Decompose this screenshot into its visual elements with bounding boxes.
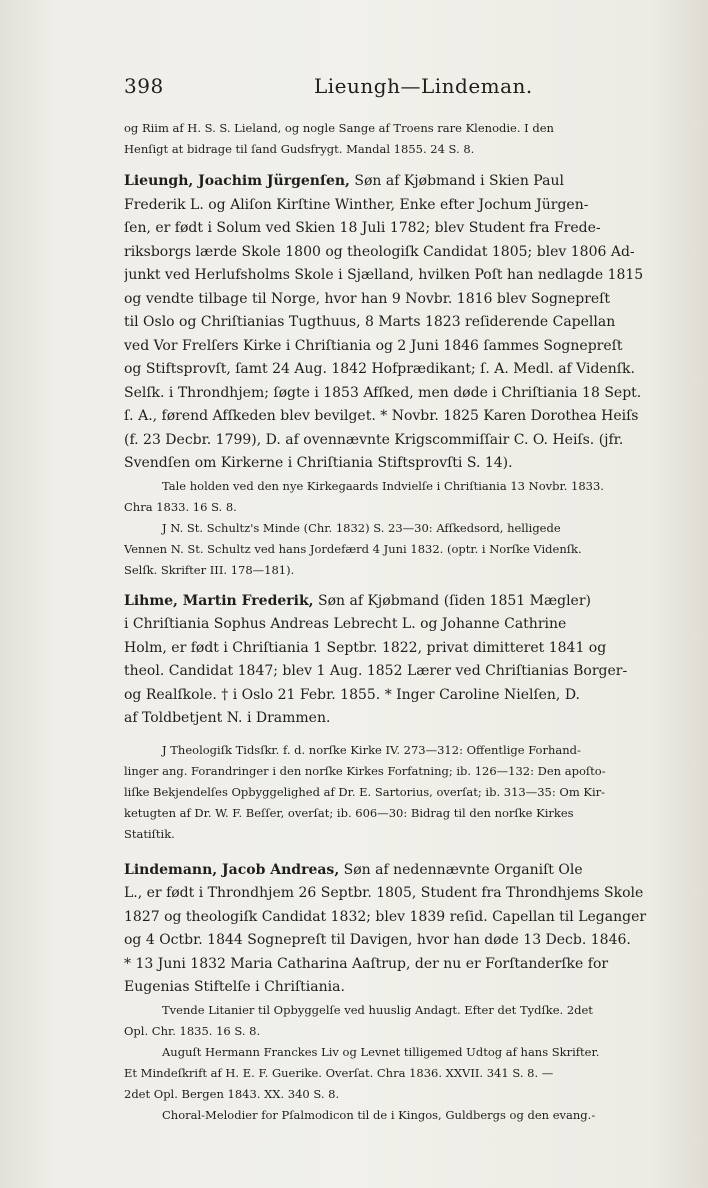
- text-line: Opl. Chr. 1835. 16 S. 8.: [124, 1023, 261, 1038]
- text-line: og Stiftsprovſt, ſamt 24 Aug. 1842 Hofprædikant; ſ. A. Medl. af Videnſk.: [124, 361, 635, 377]
- entry-lihme: [124, 590, 676, 731]
- text-line: L., er født i Throndhjem 26 Septbr. 1805, Student fra Throndhjems Skole: [124, 885, 644, 901]
- text-line: Svendſen om Kirkerne i Chriſtiania Stiftsprovſti S. 14).: [124, 455, 513, 471]
- text-line: Selſk. i Throndhjem; ſøgte i 1853 Afſked, men døde i Chriſtiania 18 Sept.: [124, 384, 642, 401]
- text-line: Søn af nedennævnte Organiſt Ole: [339, 861, 583, 878]
- text-line: J N. St. Schultz's Minde (Chr. 1832) S. 23—30: Afſkedsord, helligede: [162, 520, 561, 535]
- text-line: Eugenias Stiftelſe i Chriſtiania.: [124, 979, 345, 995]
- text-line: ſen, er født i Solum ved Skien 18 Juli 1782; blev Student fra Frede-: [124, 220, 601, 236]
- text-line: 1827 og theologiſk Candidat 1832; blev 1839 reſid. Capellan til Leganger: [124, 908, 647, 925]
- text-line: Choral-Melodier for Pſalmodicon til de i Kingos, Guldbergs og den evang.-: [162, 1107, 596, 1122]
- text-line: og Riim af H. S. S. Lieland, og nogle Sange af Troens rare Klenodie. I den: [124, 121, 554, 135]
- running-title: Lieungh—Lindeman.: [314, 74, 533, 98]
- text-line: Holm, er født i Chriſtiania 1 Septbr. 1822, privat dimitteret 1841 og: [124, 639, 607, 656]
- page-number: 398: [124, 74, 164, 98]
- text-line: liſke Bekjendelſes Opbyggelighed af Dr. E. Sartorius, overſat; ib. 313—35: Om Kir-: [124, 784, 606, 799]
- text-line: ved Vor Frelſers Kirke i Chriſtiania og 2 Juni 1846 ſammes Sognepreſt: [124, 337, 623, 354]
- text-line: Tale holden ved den nye Kirkegaards Indvielſe i Chriſtiania 13 Novbr. 1833.: [162, 478, 604, 493]
- text-line: Søn af Kjøbmand (ſiden 1851 Mægler): [313, 592, 591, 609]
- entry-headword: Lindemann, Jacob Andreas,: [124, 861, 340, 878]
- intro-note: [124, 118, 676, 160]
- text-line: af Toldbetjent N. i Drammen.: [124, 710, 331, 726]
- text-line: Auguſt Hermann Franckes Liv og Levnet tilligemed Udtog af hans Skrifter.: [162, 1044, 600, 1059]
- page-body: [124, 118, 676, 1126]
- text-line: Tvende Litanier til Opbyggelſe ved huuslig Andagt. Efter det Tydſke. 2det: [162, 1002, 593, 1017]
- text-line: ketugten af Dr. W. F. Beſſer, overſat; ib. 606—30: Bidrag til den norſke Kirkes: [124, 805, 574, 820]
- text-line: Søn af Kjøbmand i Skien Paul: [349, 173, 564, 189]
- works-lieungh-2: [124, 518, 676, 581]
- text-line: og vendte tilbage til Norge, hvor han 9 Novbr. 1816 blev Sognepreſt: [124, 290, 610, 307]
- text-line: Henſigt at bidrage til ſand Gudsfrygt. Mandal 1855. 24 S. 8.: [124, 142, 475, 156]
- text-line: ſ. A., førend Afſkeden blev bevilget. * Novbr. 1825 Karen Dorothea Heiſs: [124, 408, 639, 424]
- text-line: Chra 1833. 16 S. 8.: [124, 499, 237, 514]
- text-line: J Theologiſk Tidsſkr. f. d. norſke Kirke IV. 273—312: Offentlige Forhand-: [162, 742, 581, 757]
- works-lieungh-1: [124, 476, 676, 518]
- works-lihme: [124, 740, 676, 845]
- text-line: til Oslo og Chriſtianias Tugthuus, 8 Marts 1823 reſiderende Capellan: [124, 314, 616, 330]
- entry-lieungh: [124, 170, 676, 476]
- text-line: junkt ved Herlufsholms Skole i Sjælland, hvilken Poſt han nedlagde 1815: [124, 267, 644, 283]
- text-line: Vennen N. St. Schultz ved hans Jordefærd 4 Juni 1832. (optr. i Norſke Videnſk.: [124, 541, 582, 556]
- text-line: i Chriſtiania Sophus Andreas Lebrecht L. og Johanne Cathrine: [124, 616, 567, 632]
- text-line: Selſk. Skrifter III. 178—181).: [124, 562, 295, 577]
- works-lindemann: [124, 1000, 676, 1126]
- text-line: og 4 Octbr. 1844 Sognepreſt til Davigen, hvor han døde 13 Decb. 1846.: [124, 932, 631, 948]
- entry-lindemann: [124, 859, 676, 1000]
- text-line: 2det Opl. Bergen 1843. XX. 340 S. 8.: [124, 1086, 340, 1101]
- text-line: (f. 23 Decbr. 1799), D. af ovennævnte Krigscommiſſair C. O. Heiſs. (jfr.: [124, 431, 624, 448]
- entry-headword: Lihme, Martin Frederik,: [124, 592, 314, 609]
- text-line: Statiſtik.: [124, 826, 175, 841]
- text-line: * 13 Juni 1832 Maria Catharina Aaſtrup, der nu er Forſtanderſke for: [124, 955, 609, 972]
- text-line: theol. Candidat 1847; blev 1 Aug. 1852 Lærer ved Chriſtianias Borger-: [124, 663, 628, 679]
- text-line: linger ang. Forandringer i den norſke Kirkes Forfatning; ib. 126—132: Den apoſto-: [124, 763, 606, 778]
- text-line: Et Mindeſkrift af H. E. F. Guerike. Overſat. Chra 1836. XXVII. 341 S. 8. —: [124, 1065, 554, 1080]
- entry-headword: Lieungh, Joachim Jürgenſen,: [124, 173, 350, 189]
- running-header: [124, 74, 672, 104]
- text-line: og Realſkole. † i Oslo 21 Febr. 1855. * Inger Caroline Nielſen, D.: [124, 686, 581, 703]
- text-line: riksborgs lærde Skole 1800 og theologiſk Candidat 1805; blev 1806 Ad-: [124, 243, 635, 260]
- text-line: Frederik L. og Aliſon Kirſtine Winther, Enke efter Jochum Jürgen-: [124, 196, 589, 213]
